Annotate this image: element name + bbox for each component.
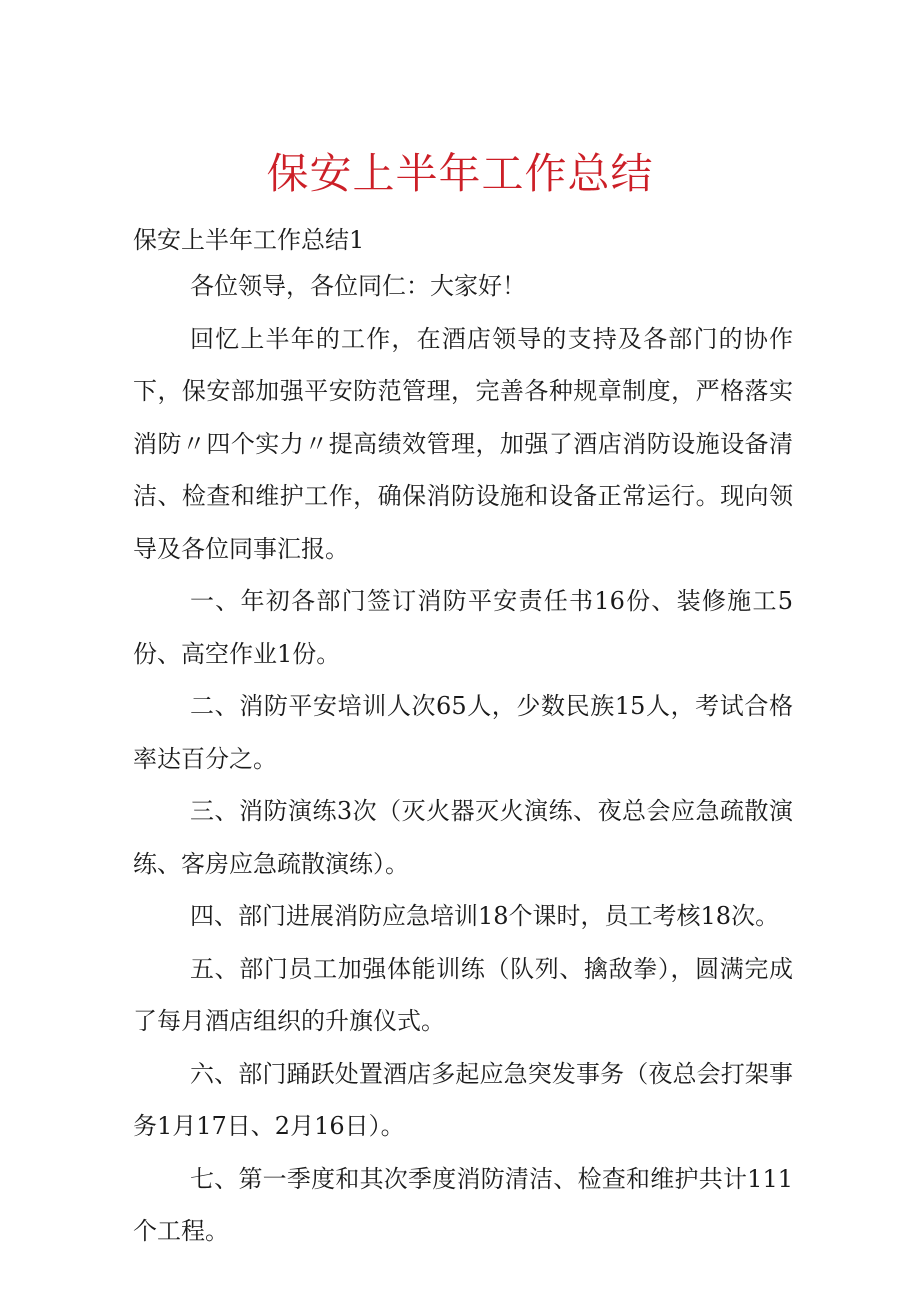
document-subtitle: 保安上半年工作总结1 <box>133 226 365 254</box>
item-paragraph-3: 三、消防演练3次（灭火器灭火演练、夜总会应急疏散演练、客房应急疏散演练）。 <box>133 797 793 878</box>
item-paragraph-1: 一、年初各部门签订消防平安责任书16份、装修施工5份、高空作业1份。 <box>133 587 793 668</box>
item-paragraph-5: 五、部门员工加强体能训练（队列、擒敌拳），圆满完成了每月酒店组织的升旗仪式。 <box>133 954 793 1035</box>
item-paragraph-6: 六、部门踊跃处置酒店多起应急突发事务（夜总会打架事务1月17日、2月16日）。 <box>133 1059 793 1140</box>
item-paragraph-4: 四、部门进展消防应急培训18个课时，员工考核18次。 <box>190 902 780 930</box>
document-body <box>133 260 793 1258</box>
intro-paragraph: 回忆上半年的工作，在酒店领导的支持及各部门的协作下，保安部加强平安防范管理，完善各种规章制度，严格落实消防〃四个实力〃提高绩效管理，加强了酒店消防设施设备清洁、检查和维护工作，确保消防设施和设备正常运行。现向领导及各位同事汇报。 <box>133 324 793 563</box>
item-paragraph-7: 七、第一季度和其次季度消防清洁、检查和维护共计111个工程。 <box>133 1164 793 1245</box>
item-paragraph-2: 二、消防平安培训人次65人，少数民族15人，考试合格率达百分之。 <box>133 692 793 773</box>
document-title: 保安上半年工作总结 <box>266 149 654 198</box>
greeting-paragraph: 各位领导，各位同仁：大家好！ <box>190 272 526 300</box>
